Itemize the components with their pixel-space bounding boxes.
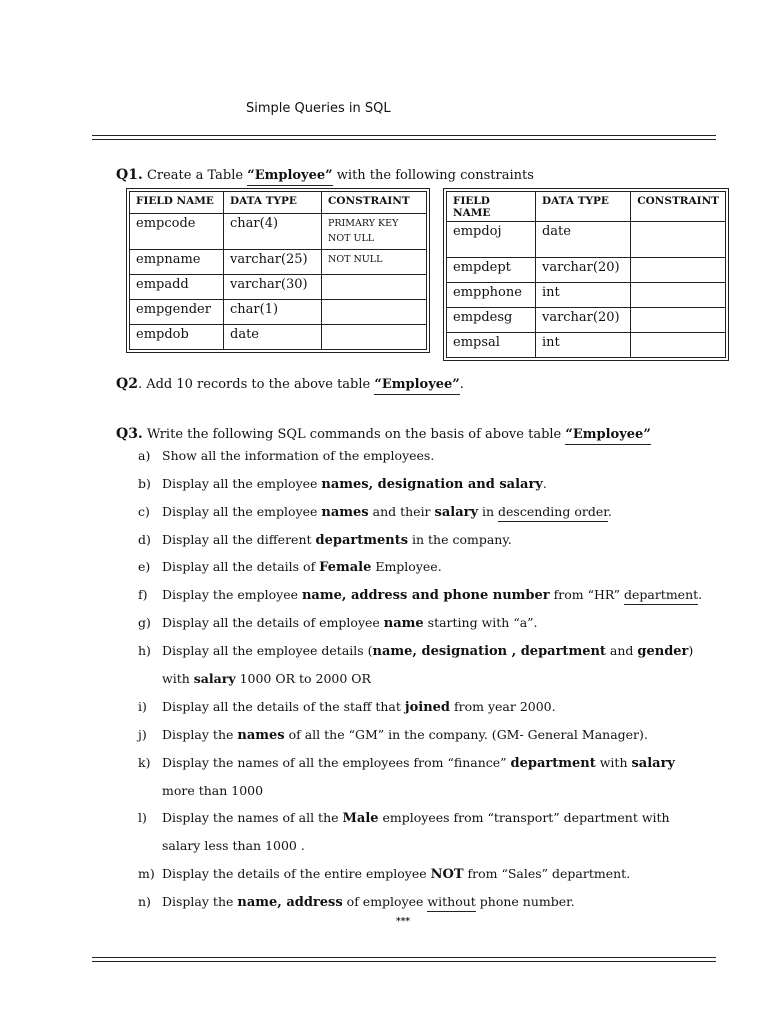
data-type-cell: date xyxy=(535,222,630,258)
item-text: . xyxy=(542,476,547,491)
question-2-text-pre: . Add 10 records to the above table xyxy=(137,377,375,392)
question-2-table-name: “Employee” xyxy=(374,377,459,395)
item-label: b) xyxy=(138,476,151,491)
item-bold: salary xyxy=(193,671,236,686)
data-type-cell: varchar(20) xyxy=(535,258,630,283)
data-type-cell: int xyxy=(535,333,630,358)
item-label: i) xyxy=(138,699,147,714)
item-text: of all the “GM” in the company. (GM- General Manager). xyxy=(284,727,648,742)
list-item-m xyxy=(138,866,630,882)
constraint-cell xyxy=(631,333,726,358)
list-item-j xyxy=(138,727,648,743)
constraint-cell: PRIMARY KEY NOT ULL xyxy=(322,214,427,250)
field-name-cell: empphone xyxy=(447,283,536,308)
data-type-cell: date xyxy=(224,325,322,350)
list-item-g xyxy=(138,615,538,631)
item-text: from “Sales” department. xyxy=(463,866,631,881)
item-text: Display the names of all the xyxy=(162,810,343,825)
constraint-cell xyxy=(322,275,427,300)
field-name-cell: empdept xyxy=(447,258,536,283)
header-constraint: CONSTRAINT xyxy=(631,192,726,222)
item-bold: Male xyxy=(342,811,379,826)
question-3-number: Q3. xyxy=(116,426,143,442)
item-bold: gender xyxy=(637,644,689,659)
field-name-cell: empcode xyxy=(130,214,224,250)
list-item-n xyxy=(138,894,575,910)
item-bold: Female xyxy=(319,560,372,575)
question-1-table-name: “Employee” xyxy=(247,168,332,186)
item-text: Display all the employee details ( xyxy=(162,643,373,658)
item-label: a) xyxy=(138,448,151,463)
data-type-cell: int xyxy=(535,283,630,308)
item-text: with xyxy=(595,755,632,770)
list-item-c xyxy=(138,504,612,520)
item-text: ) xyxy=(688,643,694,658)
item-label: e) xyxy=(138,559,151,574)
table-header-row xyxy=(130,192,427,214)
item-bold: name, address xyxy=(237,895,343,910)
list-item-k xyxy=(138,755,675,771)
header-field-name: FIELD NAME xyxy=(447,192,536,222)
table-row xyxy=(130,325,427,350)
data-type-cell: char(4) xyxy=(224,214,322,250)
header-constraint: CONSTRAINT xyxy=(322,192,427,214)
item-underlined: department xyxy=(624,587,698,605)
field-name-cell: empdoj xyxy=(447,222,536,258)
table-header-row xyxy=(447,192,726,222)
item-text: with xyxy=(162,671,194,686)
item-bold: departments xyxy=(315,533,409,548)
table-row xyxy=(130,300,427,325)
item-bold: name, address and phone number xyxy=(301,588,550,603)
item-text: and their xyxy=(368,504,435,519)
item-text: 1000 OR to 2000 OR xyxy=(235,671,371,686)
header-field-name: FIELD NAME xyxy=(130,192,224,214)
item-text: more than 1000 xyxy=(162,783,264,798)
item-text: of employee xyxy=(342,894,428,909)
data-type-cell: varchar(25) xyxy=(224,250,322,275)
question-2-number: Q2 xyxy=(116,376,138,392)
item-text: Display the employee xyxy=(162,587,302,602)
data-type-cell: varchar(30) xyxy=(224,275,322,300)
item-text: Display all the details of employee xyxy=(162,615,384,630)
table-row xyxy=(447,222,726,258)
item-text: starting with “a”. xyxy=(423,615,538,630)
table-row xyxy=(130,275,427,300)
item-text: Display the details of the entire employee xyxy=(162,866,431,881)
item-label: j) xyxy=(138,727,147,742)
item-text: phone number. xyxy=(475,894,575,909)
question-3-table-name: “Employee” xyxy=(565,427,650,445)
end-mark: *** xyxy=(396,917,411,927)
item-bold: names xyxy=(237,728,285,743)
item-bold: names, designation and salary xyxy=(321,477,543,492)
item-bold: department xyxy=(510,756,596,771)
question-1-number: Q1. xyxy=(116,167,143,183)
question-1-text-pre: Create a Table xyxy=(146,168,248,183)
list-item-e xyxy=(138,559,442,575)
list-item-a xyxy=(138,448,434,463)
item-label: d) xyxy=(138,532,151,547)
table-row xyxy=(447,333,726,358)
list-item-d xyxy=(138,532,512,548)
question-3 xyxy=(116,426,651,442)
item-text: from year 2000. xyxy=(450,699,556,714)
data-type-cell: varchar(20) xyxy=(535,308,630,333)
item-bold: names xyxy=(321,505,369,520)
item-text: in xyxy=(478,504,499,519)
item-text: Display all the details of the staff that xyxy=(162,699,405,714)
question-2 xyxy=(116,376,464,392)
data-type-cell: char(1) xyxy=(224,300,322,325)
constraint-cell: NOT NULL xyxy=(322,250,427,275)
item-text: Show all the information of the employees. xyxy=(162,448,435,463)
item-label: l) xyxy=(138,810,147,825)
item-label: h) xyxy=(138,643,151,658)
header-data-type: DATA TYPE xyxy=(224,192,322,214)
field-name-cell: empsal xyxy=(447,333,536,358)
question-1-text-post: with the following constraints xyxy=(336,168,534,183)
item-label: g) xyxy=(138,615,151,630)
field-name-cell: empdesg xyxy=(447,308,536,333)
item-text: employees from “transport” department with xyxy=(378,810,670,825)
item-text: . xyxy=(698,587,703,602)
item-bold: salary xyxy=(434,505,479,520)
field-name-cell: empdob xyxy=(130,325,224,350)
item-bold: name xyxy=(383,616,424,631)
table-row xyxy=(130,250,427,275)
item-text: in the company. xyxy=(408,532,512,547)
constraint-cell xyxy=(322,300,427,325)
item-text: . xyxy=(607,504,612,519)
list-item-i xyxy=(138,699,556,715)
item-underlined: descending order xyxy=(498,504,608,522)
bottom-divider xyxy=(92,957,716,962)
constraint-cell xyxy=(631,283,726,308)
table-row xyxy=(447,258,726,283)
list-item-h xyxy=(138,643,693,659)
constraint-cell xyxy=(631,258,726,283)
table-row xyxy=(447,283,726,308)
header-data-type: DATA TYPE xyxy=(535,192,630,222)
constraint-cell xyxy=(631,222,726,258)
item-text: Display all the employee xyxy=(162,504,322,519)
item-text: salary less than 1000 . xyxy=(162,838,305,853)
item-text: Display the names of all the employees from “finance” xyxy=(162,755,511,770)
item-label: f) xyxy=(138,587,148,602)
item-label: m) xyxy=(138,866,155,881)
item-bold: NOT xyxy=(430,867,464,882)
item-bold: joined xyxy=(404,700,451,715)
item-text: from “HR” xyxy=(549,587,624,602)
list-item-b xyxy=(138,476,547,492)
item-underlined: without xyxy=(427,894,475,912)
employee-fields-table-left xyxy=(126,188,430,353)
question-2-text-post: . xyxy=(459,377,464,392)
item-text: Display all the details of xyxy=(162,559,320,574)
item-text: and xyxy=(605,643,638,658)
constraint-cell xyxy=(631,308,726,333)
list-item-f xyxy=(138,587,702,603)
item-label: n) xyxy=(138,894,151,909)
question-3-text-pre: Write the following SQL commands on the basis of above table xyxy=(142,427,566,442)
item-label: c) xyxy=(138,504,150,519)
question-1 xyxy=(116,167,534,183)
page-title: Simple Queries in SQL xyxy=(246,101,391,116)
item-label: k) xyxy=(138,755,151,770)
list-item-k-continuation xyxy=(162,783,263,798)
item-bold: name, designation , department xyxy=(372,644,606,659)
item-text: Display the xyxy=(162,727,238,742)
employee-fields-table-right xyxy=(443,188,729,361)
item-text: Display all the different xyxy=(162,532,316,547)
item-bold: salary xyxy=(631,756,675,771)
table-row xyxy=(130,214,427,250)
list-item-h-continuation xyxy=(162,671,371,686)
item-text: Employee. xyxy=(371,559,442,574)
list-item-l-continuation xyxy=(162,838,305,853)
item-text: Display all the employee xyxy=(162,476,322,491)
top-divider xyxy=(92,135,716,140)
field-name-cell: empadd xyxy=(130,275,224,300)
field-name-cell: empname xyxy=(130,250,224,275)
list-item-l xyxy=(138,810,670,826)
item-text: Display the xyxy=(162,894,238,909)
constraint-cell xyxy=(322,325,427,350)
field-name-cell: empgender xyxy=(130,300,224,325)
table-row xyxy=(447,308,726,333)
